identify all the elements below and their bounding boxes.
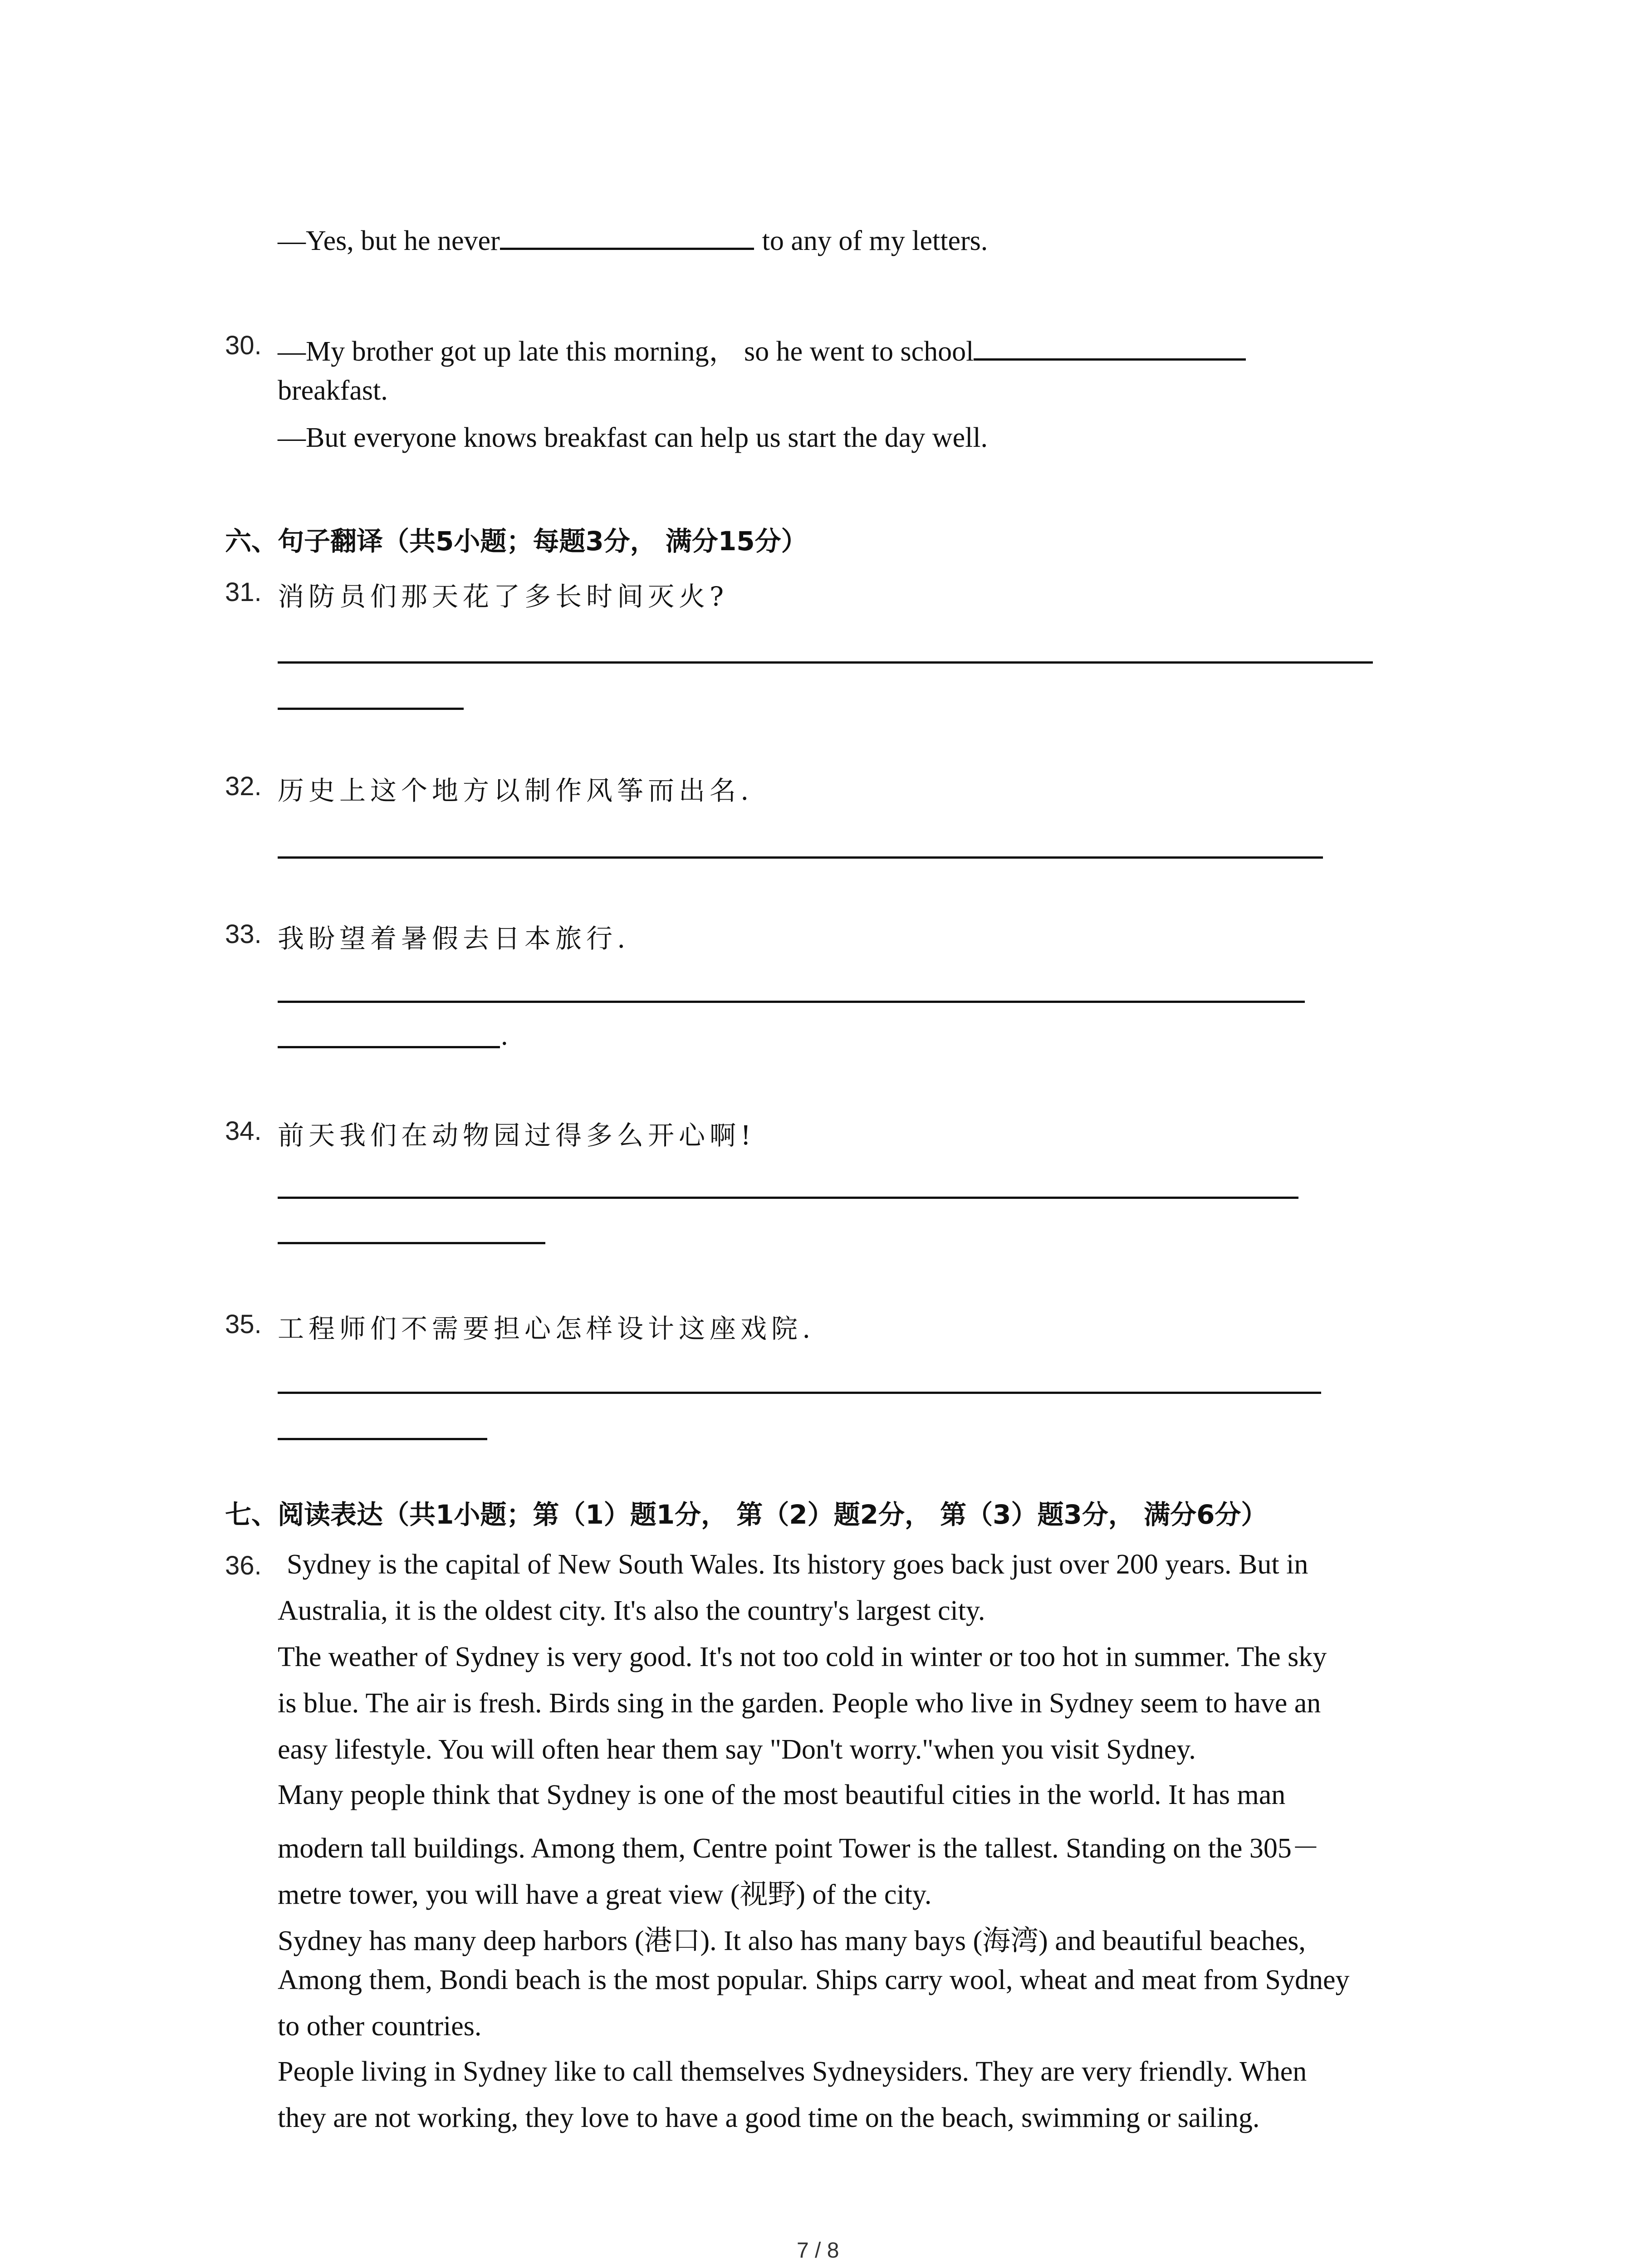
section6-heading: 六、句子翻译（共5小题；每题3分， 满分15分） [225,526,808,557]
q31-number: 31. [225,577,262,607]
q29-text: —Yes, but he never [278,225,500,256]
q36-line-5: easy lifestyle. You will often hear them say "Don't worry."when you visit Sydney. [278,1734,1196,1765]
q36-line-10: Among them, Bondi beach is the most popular. Ships carry wool, wheat and meat from Sydney [278,1965,1350,1995]
q29-answer-line [278,225,988,257]
q36-line-8: metre tower, you will have a great view (视野) of the city. [278,1879,932,1910]
q34-answer-line-1[interactable] [278,1197,1298,1199]
q33-answer-line-1[interactable] [278,1001,1305,1003]
section7-heading: 七、阅读表达（共1小题；第（1）题1分， 第（2）题2分， 第（3）题3分， 满分6分） [225,1499,1268,1530]
q31-answer-line-1[interactable] [278,661,1373,664]
q31-prompt: 消防员们那天花了多长时间灭火? [278,581,729,612]
q29-text-after: to any of my letters. [762,225,988,256]
q32-number: 32. [225,772,262,801]
q36-line-9: Sydney has many deep harbors (港口). It also has many bays (海湾) and beautiful beaches, [278,1926,1306,1956]
q33-answer-line-2[interactable] [278,1046,500,1048]
q30-text: —My brother got up late this morning， so he went to school [278,336,974,367]
q36-line-12: People living in Sydney like to call themselves Sydneysiders. They are very friendly. When [278,2056,1307,2087]
q35-answer-line-1[interactable] [278,1392,1321,1394]
q36-number: 36. [225,1551,262,1580]
q33-period: . [501,1020,508,1051]
q34-number: 34. [225,1116,262,1146]
q32-answer-line-1[interactable] [278,856,1323,859]
q34-answer-line-2[interactable] [278,1242,545,1244]
q33-prompt: 我盼望着暑假去日本旅行. [278,923,630,954]
q36-line-1: Sydney is the capital of New South Wales. Its history goes back just over 200 years. But in [287,1549,1308,1580]
q36-line-4: is blue. The air is fresh. Birds sing in the garden. People who live in Sydney seem to have an [278,1688,1321,1719]
q35-number: 35. [225,1310,262,1339]
q36-line-7: modern tall buildings. Among them, Centre point Tower is the tallest. Standing on the 305－ [278,1833,1320,1864]
q30-line3: —But everyone knows breakfast can help us start the day well. [278,422,988,453]
q35-answer-line-2[interactable] [278,1438,487,1440]
q35-prompt: 工程师们不需要担心怎样设计这座戏院. [278,1313,815,1344]
q36-line-11: to other countries. [278,2011,482,2042]
q31-answer-line-2[interactable] [278,708,464,710]
q30-line2: breakfast. [278,375,388,406]
q36-line-6: Many people think that Sydney is one of the most beautiful cities in the world. It has man [278,1779,1286,1810]
q34-prompt: 前天我们在动物园过得多么开心啊! [278,1120,756,1151]
q33-number: 33. [225,919,262,949]
q32-prompt: 历史上这个地方以制作风筝而出名. [278,775,754,806]
q29-answer-blank[interactable] [500,230,754,250]
q36-line-2: Australia, it is the oldest city. It's also the country's largest city. [278,1595,985,1626]
q30-number: 30. [225,331,262,360]
page-number: 7 / 8 [797,2239,839,2263]
q36-line-3: The weather of Sydney is very good. It's not too cold in winter or too hot in summer. The sky [278,1642,1327,1672]
q30-line1 [278,328,1246,369]
q30-answer-blank[interactable] [974,340,1246,361]
q36-line-13: they are not working, they love to have a good time on the beach, swimming or sailing. [278,2102,1260,2133]
